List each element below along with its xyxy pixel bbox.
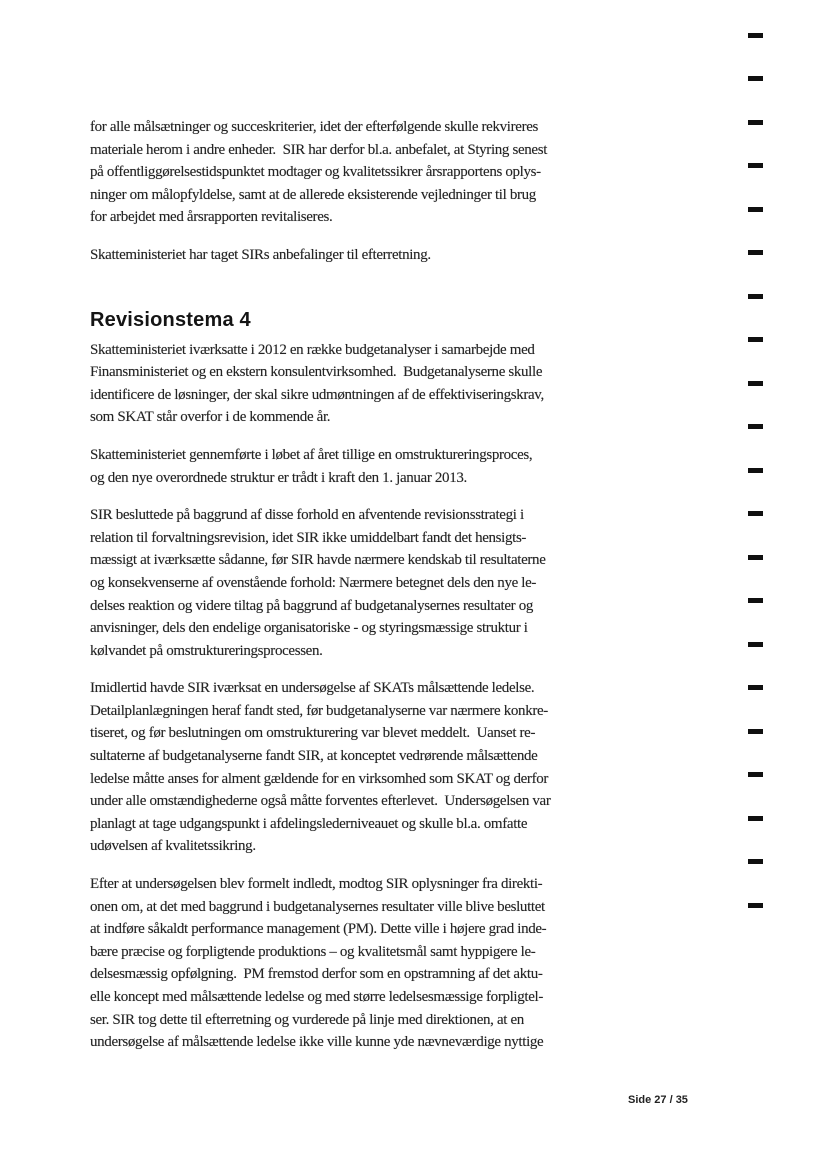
scan-mark bbox=[748, 903, 763, 908]
scan-mark bbox=[748, 33, 763, 38]
scan-mark bbox=[748, 381, 763, 386]
paragraph: Imidlertid havde SIR iværksat en undersøgelse af SKATs målsættende ledelse. Detailplanlægningen heraf fandt sted, før budgetanalyserne var nærmere konkre- tiseret, og før beslutningen om omstrukturering var blevet meddelt. Uanset re- sultaterne af budgetanalyserne fandt SIR, at konceptet vedrørende målsættende ledelse måtte anses for alment gældende for en virksomhed som SKAT og derfor under alle omstændighederne også måtte forventes efterlevet. Undersøgelsen var planlagt at tage udgangspunkt i afdelingslederniveauet og skulle bl.a. omfatte udøvelsen af kvalitetssikring. bbox=[90, 680, 551, 855]
scan-mark bbox=[748, 729, 763, 734]
scan-mark bbox=[748, 120, 763, 125]
paragraph: SIR besluttede på baggrund af disse forhold en afventende revisionsstrategi i relation til forvaltningsrevision, idet SIR ikke umiddelbart fandt det hensigts- mæssigt at iværksætte sådanne, før SIR havde nærmere kendskab til resultaterne og konsekvenserne af ovenstående forhold: Nærmere betegnet dels den nye le- delses reaktion og videre tiltag på baggrund af budgetanalysernes resultater og anvisninger, dels den endelige organisatoriske - og styringsmæssige struktur i kølvandet på omstruktureringsprocessen. bbox=[90, 507, 546, 659]
scan-mark bbox=[748, 511, 763, 516]
paragraph: Efter at undersøgelsen blev formelt indledt, modtog SIR oplysninger fra direkti- onen om, at det med baggrund i budgetanalysernes resultater ville blive besluttet at indføre såkaldt performance management (PM). Dette ville i højere grad inde- bære præcise og forpligtende produktions – og kvalitetsmål samt hyppigere le- delsesmæssig opfølgning. PM fremstod derfor som en opstramning af det aktu- elle koncept med målsættende ledelse og med større ledelsesmæssige forpligtel- ser. SIR tog dette til efterretning og vurderede på linje med direktionen, at en undersøgelse af målsættende ledelse ikke ville kunne yde nævneværdige nyttige bbox=[90, 876, 547, 1051]
section-heading: Revisionstema 4 bbox=[90, 308, 251, 331]
paragraph: Skatteministeriet gennemførte i løbet af året tillige en omstruktureringsproces, og den nye overordnede struktur er trådt i kraft den 1. januar 2013. bbox=[90, 446, 533, 486]
page-number: Side 27 / 35 bbox=[628, 1094, 688, 1106]
scan-mark bbox=[748, 468, 763, 473]
scan-mark bbox=[748, 250, 763, 255]
scan-mark bbox=[748, 685, 763, 690]
paragraph: Skatteministeriet har taget SIRs anbefalinger til efterretning. bbox=[90, 246, 431, 263]
scan-mark bbox=[748, 555, 763, 560]
scan-mark bbox=[748, 424, 763, 429]
scan-mark bbox=[748, 337, 763, 342]
scan-mark bbox=[748, 859, 763, 864]
scan-mark bbox=[748, 816, 763, 821]
scan-mark bbox=[748, 642, 763, 647]
paragraph: for alle målsætninger og succeskriterier, idet der efterfølgende skulle rekvireres materiale herom i andre enheder. SIR har derfor bl.a. anbefalet, at Styring senest på offentliggørelsestidspunktet modtager og kvalitetssikrer årsrapportens oplys- ninger om målopfyldelse, samt at de allerede eksisterende vejledninger til brug for arbejdet med årsrapporten revitaliseres. bbox=[90, 119, 548, 226]
scan-mark bbox=[748, 598, 763, 603]
text-block bbox=[90, 116, 650, 1069]
scan-mark bbox=[748, 294, 763, 299]
scan-mark bbox=[748, 76, 763, 81]
paragraph: Skatteministeriet iværksatte i 2012 en række budgetanalyser i samarbejde med Finansministeriet og en ekstern konsulentvirksomhed. Budgetanalyserne skulle identificere de løsninger, der skal sikre udmøntningen af de effektiviseringskrav, som SKAT står overfor i de kommende år. bbox=[90, 341, 544, 426]
scan-mark bbox=[748, 207, 763, 212]
scan-mark bbox=[748, 163, 763, 168]
scan-mark bbox=[748, 772, 763, 777]
